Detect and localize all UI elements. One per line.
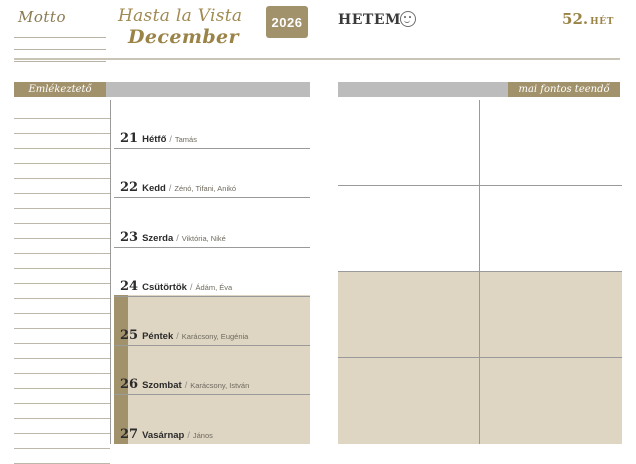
day-row[interactable] bbox=[114, 100, 310, 149]
task-grid bbox=[338, 100, 622, 444]
note-line[interactable] bbox=[14, 269, 110, 284]
day-separator: / bbox=[176, 330, 179, 341]
column-divider bbox=[110, 100, 111, 444]
todo-ribbon: mai fontos teendő bbox=[508, 82, 620, 97]
motto-line[interactable] bbox=[14, 26, 106, 38]
day-row[interactable] bbox=[114, 149, 310, 198]
day-nameday: János bbox=[192, 431, 213, 441]
day-number: 22 bbox=[120, 180, 139, 196]
motto-line[interactable] bbox=[14, 50, 106, 62]
motto-write-lines[interactable] bbox=[14, 26, 106, 62]
day-heading bbox=[120, 427, 213, 442]
day-separator: / bbox=[169, 134, 172, 145]
grey-bar-left bbox=[106, 82, 310, 97]
note-line[interactable] bbox=[14, 239, 110, 254]
day-heading bbox=[120, 279, 232, 294]
grey-bar-right bbox=[338, 82, 510, 97]
day-weekday: Szerda bbox=[142, 232, 174, 244]
day-row[interactable] bbox=[114, 297, 310, 346]
day-weekday: Vasárnap bbox=[142, 430, 185, 442]
note-line[interactable] bbox=[14, 434, 110, 449]
day-weekday: Szombat bbox=[142, 380, 182, 392]
task-cell[interactable] bbox=[338, 100, 480, 186]
note-line[interactable] bbox=[14, 194, 110, 209]
day-separator: / bbox=[184, 380, 188, 391]
note-line[interactable] bbox=[14, 209, 110, 224]
smiley-icon bbox=[400, 11, 416, 27]
year-badge: 2026 bbox=[266, 6, 308, 38]
day-weekday: Hétfő bbox=[142, 134, 167, 146]
note-line[interactable] bbox=[14, 179, 110, 194]
day-nameday: Karácsony, István bbox=[190, 381, 250, 391]
note-line[interactable] bbox=[14, 329, 110, 344]
day-heading bbox=[120, 131, 197, 146]
day-separator: / bbox=[189, 281, 193, 292]
day-heading bbox=[120, 377, 249, 392]
week-number-suffix: HÉT bbox=[590, 17, 614, 27]
day-weekday: Péntek bbox=[142, 330, 174, 342]
day-number: 21 bbox=[120, 131, 139, 147]
note-line[interactable] bbox=[14, 284, 110, 299]
day-nameday: Viktória, Niké bbox=[181, 233, 226, 243]
day-number: 24 bbox=[120, 278, 139, 294]
task-cell[interactable] bbox=[480, 272, 622, 358]
note-line[interactable] bbox=[14, 449, 110, 464]
note-line[interactable] bbox=[14, 359, 110, 374]
task-cell[interactable] bbox=[338, 186, 480, 272]
reminder-ribbon: Emlékeztető bbox=[14, 82, 106, 97]
day-weekday: Csütörtök bbox=[142, 281, 187, 293]
task-cell[interactable] bbox=[338, 272, 480, 358]
note-line[interactable] bbox=[14, 374, 110, 389]
page-title-script: Hasta la Vista bbox=[118, 6, 243, 26]
note-line[interactable] bbox=[14, 164, 110, 179]
day-list bbox=[114, 100, 310, 444]
day-separator: / bbox=[187, 430, 190, 441]
day-nameday: Zénó, Tifani, Anikó bbox=[174, 184, 237, 194]
day-number: 23 bbox=[120, 229, 139, 245]
day-heading bbox=[120, 328, 248, 343]
reminder-note-lines[interactable] bbox=[14, 104, 110, 464]
note-line[interactable] bbox=[14, 344, 110, 359]
day-row[interactable] bbox=[114, 198, 310, 247]
task-cell[interactable] bbox=[338, 358, 480, 444]
note-line[interactable] bbox=[14, 389, 110, 404]
note-line[interactable] bbox=[14, 134, 110, 149]
day-row[interactable] bbox=[114, 346, 310, 395]
note-line[interactable] bbox=[14, 224, 110, 239]
day-weekday: Kedd bbox=[142, 183, 166, 195]
day-heading bbox=[120, 230, 226, 245]
day-nameday: Tamás bbox=[174, 135, 197, 145]
task-cell[interactable] bbox=[480, 358, 622, 444]
note-line[interactable] bbox=[14, 419, 110, 434]
day-number: 26 bbox=[120, 377, 139, 393]
motto-label: Motto bbox=[18, 8, 66, 26]
task-cell[interactable] bbox=[480, 186, 622, 272]
note-line[interactable] bbox=[14, 149, 110, 164]
note-line[interactable] bbox=[14, 104, 110, 119]
note-line[interactable] bbox=[14, 314, 110, 329]
day-number: 25 bbox=[120, 327, 139, 343]
note-line[interactable] bbox=[14, 299, 110, 314]
day-separator: / bbox=[176, 232, 179, 243]
day-nameday: Karácsony, Eugénia bbox=[181, 331, 249, 341]
note-line[interactable] bbox=[14, 254, 110, 269]
day-number: 27 bbox=[120, 427, 139, 443]
day-nameday: Ádám, Éva bbox=[195, 282, 233, 292]
month-title: December bbox=[128, 26, 239, 48]
header-divider bbox=[14, 58, 620, 60]
day-separator: / bbox=[168, 183, 172, 194]
motto-line[interactable] bbox=[14, 38, 106, 50]
note-line[interactable] bbox=[14, 119, 110, 134]
day-heading bbox=[120, 180, 236, 195]
task-cell[interactable] bbox=[480, 100, 622, 186]
day-row[interactable] bbox=[114, 395, 310, 444]
day-row[interactable] bbox=[114, 248, 310, 297]
note-line[interactable] bbox=[14, 404, 110, 419]
week-number bbox=[562, 10, 614, 28]
week-number-value: 52. bbox=[562, 10, 589, 28]
week-word-label: HETEM bbox=[338, 12, 401, 28]
